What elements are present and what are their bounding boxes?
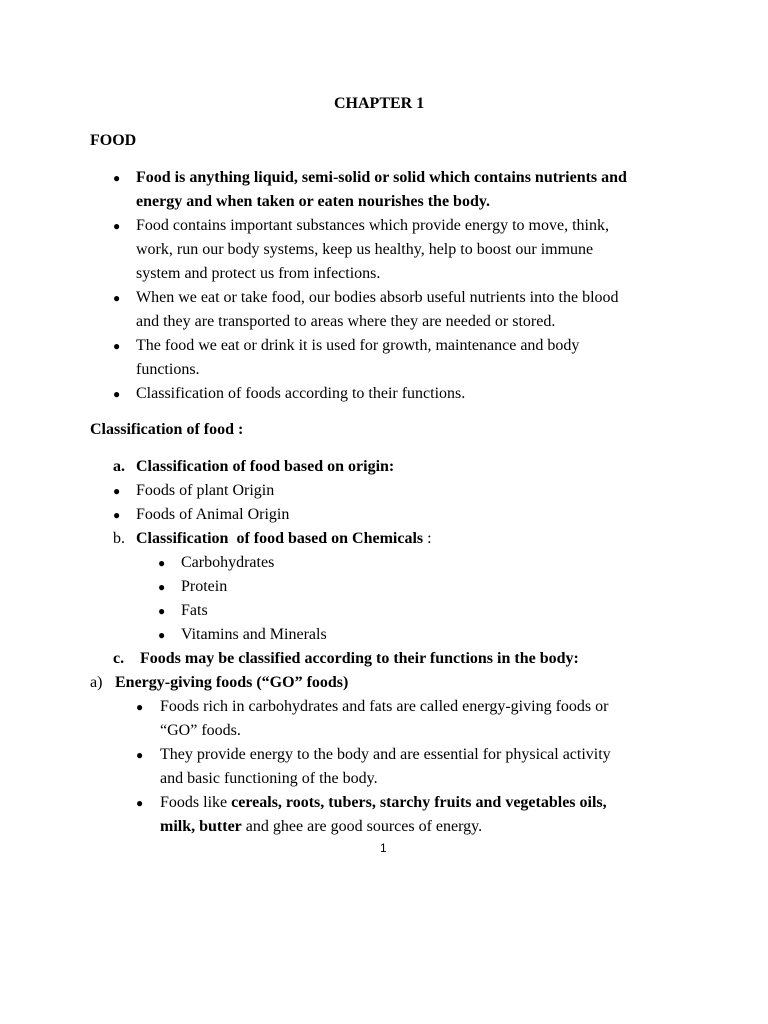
- bullet-icon: ●: [158, 556, 166, 570]
- intro-bullet-2-line-2: work, run our body systems, keep us healthy, help to boost our immune: [136, 241, 594, 258]
- intro-bullet-1-line-2: energy and when taken or eaten nourishes the body.: [136, 193, 490, 210]
- energy-bullet-3-bold-dairy: milk, butter: [160, 818, 242, 835]
- energy-bullet-1-line-2: “GO” foods.: [160, 722, 241, 739]
- bullet-icon: ●: [158, 604, 166, 618]
- energy-bullet-3-line-2: [160, 815, 482, 839]
- page-number: 1: [380, 841, 387, 855]
- energy-bullet-1-line-1: Foods rich in carbohydrates and fats are called energy-giving foods or: [160, 698, 609, 715]
- intro-bullet-2-line-1: Food contains important substances which provide energy to move, think,: [136, 217, 609, 234]
- energy-bullet-3-bold-foods: cereals, roots, tubers, starchy fruits and vegetables oils,: [231, 794, 607, 811]
- origin-item-plant: Foods of plant Origin: [136, 482, 275, 499]
- bullet-icon: ●: [113, 484, 121, 498]
- section-b-marker: b.: [113, 530, 125, 547]
- bullet-icon: ●: [136, 796, 144, 810]
- bullet-icon: ●: [113, 339, 121, 353]
- origin-item-animal: Foods of Animal Origin: [136, 506, 290, 523]
- energy-bullet-2-line-2: and basic functioning of the body.: [160, 770, 378, 787]
- energy-bullet-2-line-1: They provide energy to the body and are essential for physical activity: [160, 746, 611, 763]
- bullet-icon: ●: [113, 219, 121, 233]
- section-a-marker: a.: [113, 458, 125, 475]
- bullet-icon: ●: [113, 387, 121, 401]
- intro-bullet-3-line-1: When we eat or take food, our bodies absorb useful nutrients into the blood: [136, 289, 619, 306]
- energy-heading: Energy-giving foods (“GO” foods): [115, 674, 349, 691]
- section-heading-food: FOOD: [90, 132, 137, 149]
- classification-heading: Classification of food :: [90, 421, 244, 438]
- intro-bullet-4-line-1: The food we eat or drink it is used for growth, maintenance and body: [136, 337, 580, 354]
- intro-bullet-2-line-3: system and protect us from infections.: [136, 265, 381, 282]
- chemical-item-vitamins: Vitamins and Minerals: [181, 626, 327, 643]
- section-b-line: [136, 527, 432, 551]
- chemical-item-carbohydrates: Carbohydrates: [181, 554, 275, 571]
- chemical-item-protein: Protein: [181, 578, 228, 595]
- bullet-icon: ●: [136, 748, 144, 762]
- bullet-icon: ●: [136, 700, 144, 714]
- section-c-label: Foods may be classified according to their functions in the body:: [140, 650, 579, 667]
- bullet-icon: ●: [113, 291, 121, 305]
- section-b-label: Classification of food based on Chemicals: [136, 530, 424, 547]
- energy-bullet-3-line-1: [160, 791, 607, 815]
- energy-bullet-3-suffix: and ghee are good sources of energy.: [241, 818, 483, 835]
- intro-bullet-1-line-1: Food is anything liquid, semi-solid or solid which contains nutrients and: [136, 169, 627, 186]
- intro-bullet-3-line-2: and they are transported to areas where they are needed or stored.: [136, 313, 556, 330]
- section-b-suffix: :: [423, 530, 432, 547]
- bullet-icon: ●: [113, 508, 121, 522]
- energy-bullet-3-prefix: Foods like: [160, 794, 232, 811]
- bullet-icon: ●: [158, 580, 166, 594]
- section-c-marker: c.: [113, 650, 125, 667]
- chemical-item-fats: Fats: [181, 602, 208, 619]
- section-a-label: Classification of food based on origin:: [136, 458, 395, 475]
- bullet-icon: ●: [113, 171, 121, 185]
- intro-bullet-4-line-2: functions.: [136, 361, 200, 378]
- bullet-icon: ●: [158, 628, 166, 642]
- chapter-title: CHAPTER 1: [334, 95, 425, 112]
- energy-marker: a): [90, 674, 103, 691]
- intro-bullet-5-line-1: Classification of foods according to their functions.: [136, 385, 466, 402]
